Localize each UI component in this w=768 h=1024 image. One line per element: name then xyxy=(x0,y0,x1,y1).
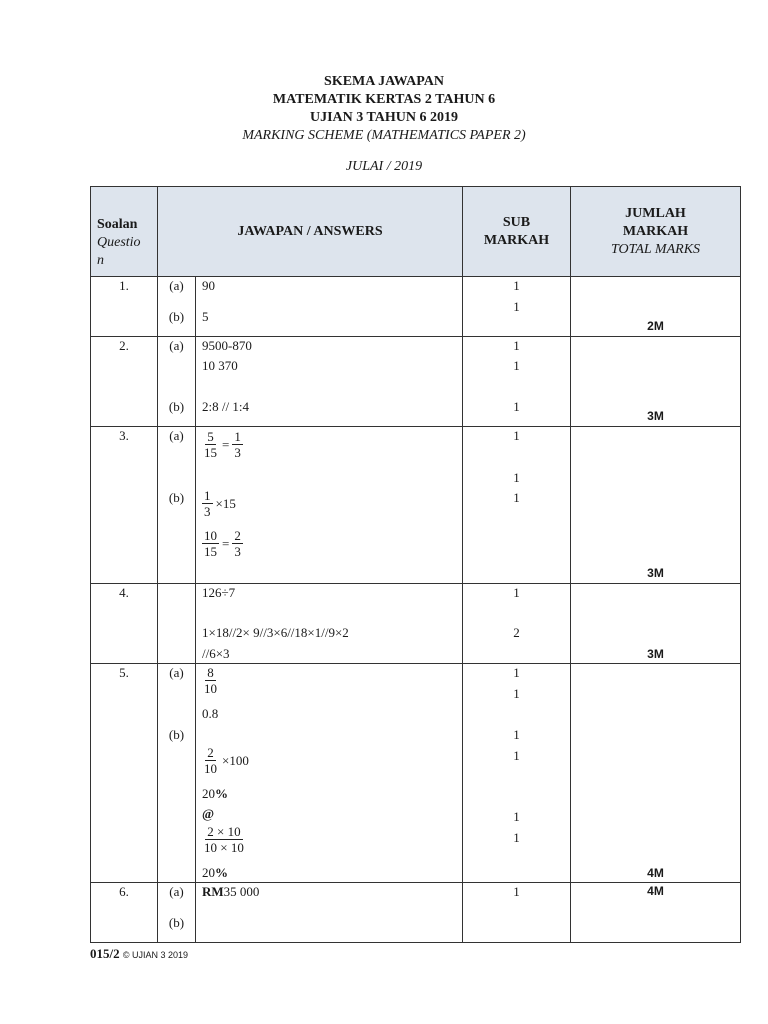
answer-cell xyxy=(196,427,463,584)
currency-label: RM xyxy=(202,884,224,899)
part-label-a: (a) xyxy=(169,338,184,353)
sub-mark: 1 xyxy=(513,809,520,824)
sub-mark: 1 xyxy=(513,686,520,701)
part-label-b: (b) xyxy=(168,490,185,505)
fraction-expression xyxy=(202,824,246,855)
question-number-cell xyxy=(91,584,158,664)
answer-text: 20 xyxy=(202,786,215,801)
answer-text: 90 xyxy=(202,278,215,293)
fraction xyxy=(232,429,243,460)
denominator: 3 xyxy=(234,544,241,559)
question-number-cell xyxy=(91,277,158,337)
sub-mark-cell xyxy=(463,337,571,427)
table-row xyxy=(91,584,741,664)
table-row xyxy=(91,427,741,584)
question-number-cell xyxy=(91,337,158,427)
sub-mark-cell xyxy=(463,883,571,943)
answer-text: 0.8 xyxy=(202,706,219,721)
header-soalan xyxy=(91,187,158,277)
sub-mark: 1 xyxy=(513,358,520,373)
numerator: 1 xyxy=(234,429,241,444)
answer-text: 2:8 // 1:4 xyxy=(202,399,249,414)
fraction xyxy=(202,429,219,460)
header-total-marks: TOTAL MARKS xyxy=(610,241,701,257)
denominator: 15 xyxy=(204,445,217,460)
denominator: 10 xyxy=(204,681,217,696)
paper-code: 015/2 xyxy=(90,946,120,961)
total-mark: 4M xyxy=(647,884,664,898)
equals-sign: = xyxy=(222,436,230,452)
question-number: 3. xyxy=(119,428,129,443)
part-cell xyxy=(158,664,196,883)
denominator: 3 xyxy=(204,504,211,519)
sub-mark: 1 xyxy=(513,884,520,899)
total-mark: 3M xyxy=(647,647,664,661)
answer-text: 20 xyxy=(202,865,215,880)
part-cell xyxy=(158,337,196,427)
header-sub-1: SUB xyxy=(502,214,531,230)
header-question-1: Questio xyxy=(97,234,141,250)
question-number: 2. xyxy=(119,338,129,353)
question-number: 1. xyxy=(119,278,129,293)
sub-mark: 1 xyxy=(513,727,520,742)
answer-text: 126÷7 xyxy=(202,585,236,600)
fraction-equation xyxy=(202,528,243,559)
question-number-cell xyxy=(91,883,158,943)
money-answer xyxy=(202,884,259,900)
question-number-cell xyxy=(91,664,158,883)
sub-mark: 1 xyxy=(513,585,520,600)
multiplier: ×15 xyxy=(215,495,236,511)
title-skema: SKEMA JAWAPAN xyxy=(324,74,444,89)
copyright-text: © UJIAN 3 2019 xyxy=(122,950,189,960)
answer-text: //6×3 xyxy=(202,646,230,661)
title-subject: MATEMATIK KERTAS 2 TAHUN 6 xyxy=(272,92,496,107)
part-label-a: (a) xyxy=(169,278,184,293)
part-label-a: (a) xyxy=(169,428,184,443)
total-mark-cell xyxy=(571,277,741,337)
percent-sign: % xyxy=(215,865,228,880)
answer-cell xyxy=(196,883,463,943)
marking-scheme-table xyxy=(90,186,741,943)
fraction xyxy=(202,745,219,776)
table-row xyxy=(91,664,741,883)
sub-mark: 1 xyxy=(513,338,520,353)
sub-mark-cell xyxy=(463,427,571,584)
numerator: 2 × 10 xyxy=(207,824,241,839)
table-row xyxy=(91,277,741,337)
total-mark: 2M xyxy=(647,319,664,333)
sub-mark: 1 xyxy=(513,830,520,845)
fraction xyxy=(202,824,246,855)
part-label-b: (b) xyxy=(168,915,185,930)
answer-cell xyxy=(196,277,463,337)
numerator: 8 xyxy=(207,665,214,680)
sub-mark-cell xyxy=(463,664,571,883)
table-header-row xyxy=(91,187,741,277)
alternative-marker: @ xyxy=(202,806,215,821)
total-mark-cell xyxy=(571,584,741,664)
part-label-b: (b) xyxy=(168,309,185,324)
header-sub-2: MARKAH xyxy=(483,232,550,248)
denominator: 10 × 10 xyxy=(204,840,244,855)
question-number: 5. xyxy=(119,665,129,680)
part-label-b: (b) xyxy=(168,399,185,414)
numerator: 5 xyxy=(207,429,214,444)
question-number: 4. xyxy=(119,585,129,600)
total-mark-cell xyxy=(571,427,741,584)
sub-mark-cell xyxy=(463,584,571,664)
header-jumlah-markah xyxy=(571,187,741,277)
total-mark: 3M xyxy=(647,566,664,580)
sub-mark: 1 xyxy=(513,399,520,414)
sub-mark: 1 xyxy=(513,490,520,505)
sub-mark: 1 xyxy=(513,278,520,293)
title-date: JULAI / 2019 xyxy=(345,159,423,174)
percent-sign: % xyxy=(215,786,228,801)
numerator: 2 xyxy=(207,745,214,760)
fraction xyxy=(202,488,213,519)
sub-mark: 1 xyxy=(513,748,520,763)
answer-cell xyxy=(196,584,463,664)
fraction xyxy=(232,528,243,559)
part-label-a: (a) xyxy=(169,665,184,680)
fraction-expression xyxy=(202,745,249,776)
numerator: 2 xyxy=(234,528,241,543)
part-cell xyxy=(158,883,196,943)
question-number: 6. xyxy=(119,884,129,899)
table-row xyxy=(91,883,741,943)
answer-text: 1×18//2× 9//3×6//18×1//9×2 xyxy=(202,625,349,640)
part-cell xyxy=(158,584,196,664)
answer-text: 9500-870 xyxy=(202,338,252,353)
table-row xyxy=(91,337,741,427)
sub-mark: 1 xyxy=(513,299,520,314)
total-mark: 4M xyxy=(647,866,664,880)
sub-mark: 1 xyxy=(513,428,520,443)
sub-mark: 1 xyxy=(513,470,520,485)
title-english: MARKING SCHEME (MATHEMATICS PAPER 2) xyxy=(242,128,526,143)
header-sub-markah xyxy=(463,187,571,277)
header-jumlah-1: JUMLAH xyxy=(625,205,686,221)
answer-cell xyxy=(196,664,463,883)
part-label-a: (a) xyxy=(169,884,184,899)
percent-answer xyxy=(202,786,228,802)
denominator: 3 xyxy=(234,445,241,460)
total-mark-cell xyxy=(571,337,741,427)
fraction xyxy=(202,665,219,696)
part-label-b: (b) xyxy=(168,727,185,742)
denominator: 15 xyxy=(204,544,217,559)
sub-mark-cell xyxy=(463,277,571,337)
fraction-expression xyxy=(202,488,236,519)
part-cell xyxy=(158,427,196,584)
header-jumlah-2: MARKAH xyxy=(622,223,689,239)
fraction-expression xyxy=(202,665,219,696)
numerator: 10 xyxy=(204,528,217,543)
total-mark: 3M xyxy=(647,409,664,423)
sub-mark: 1 xyxy=(513,665,520,680)
total-mark-cell xyxy=(571,664,741,883)
answer-text: 5 xyxy=(202,309,209,324)
question-number-cell xyxy=(91,427,158,584)
answer-text: 10 370 xyxy=(202,358,238,373)
total-mark-cell xyxy=(571,883,741,943)
header-answers: JAWAPAN / ANSWERS xyxy=(158,187,463,277)
fraction-equation xyxy=(202,429,243,460)
fraction xyxy=(202,528,219,559)
header-question-2: n xyxy=(97,252,104,268)
numerator: 1 xyxy=(204,488,211,503)
header-soalan-label: Soalan xyxy=(97,216,138,232)
page-footer xyxy=(90,946,188,962)
percent-answer xyxy=(202,865,228,881)
multiplier: ×100 xyxy=(222,752,249,768)
sub-mark: 2 xyxy=(513,625,520,640)
part-cell xyxy=(158,277,196,337)
title-exam: UJIAN 3 TAHUN 6 2019 xyxy=(309,110,459,125)
answer-cell xyxy=(196,337,463,427)
answer-text: 35 000 xyxy=(223,884,260,899)
denominator: 10 xyxy=(204,761,217,776)
equals-sign: = xyxy=(222,535,230,551)
